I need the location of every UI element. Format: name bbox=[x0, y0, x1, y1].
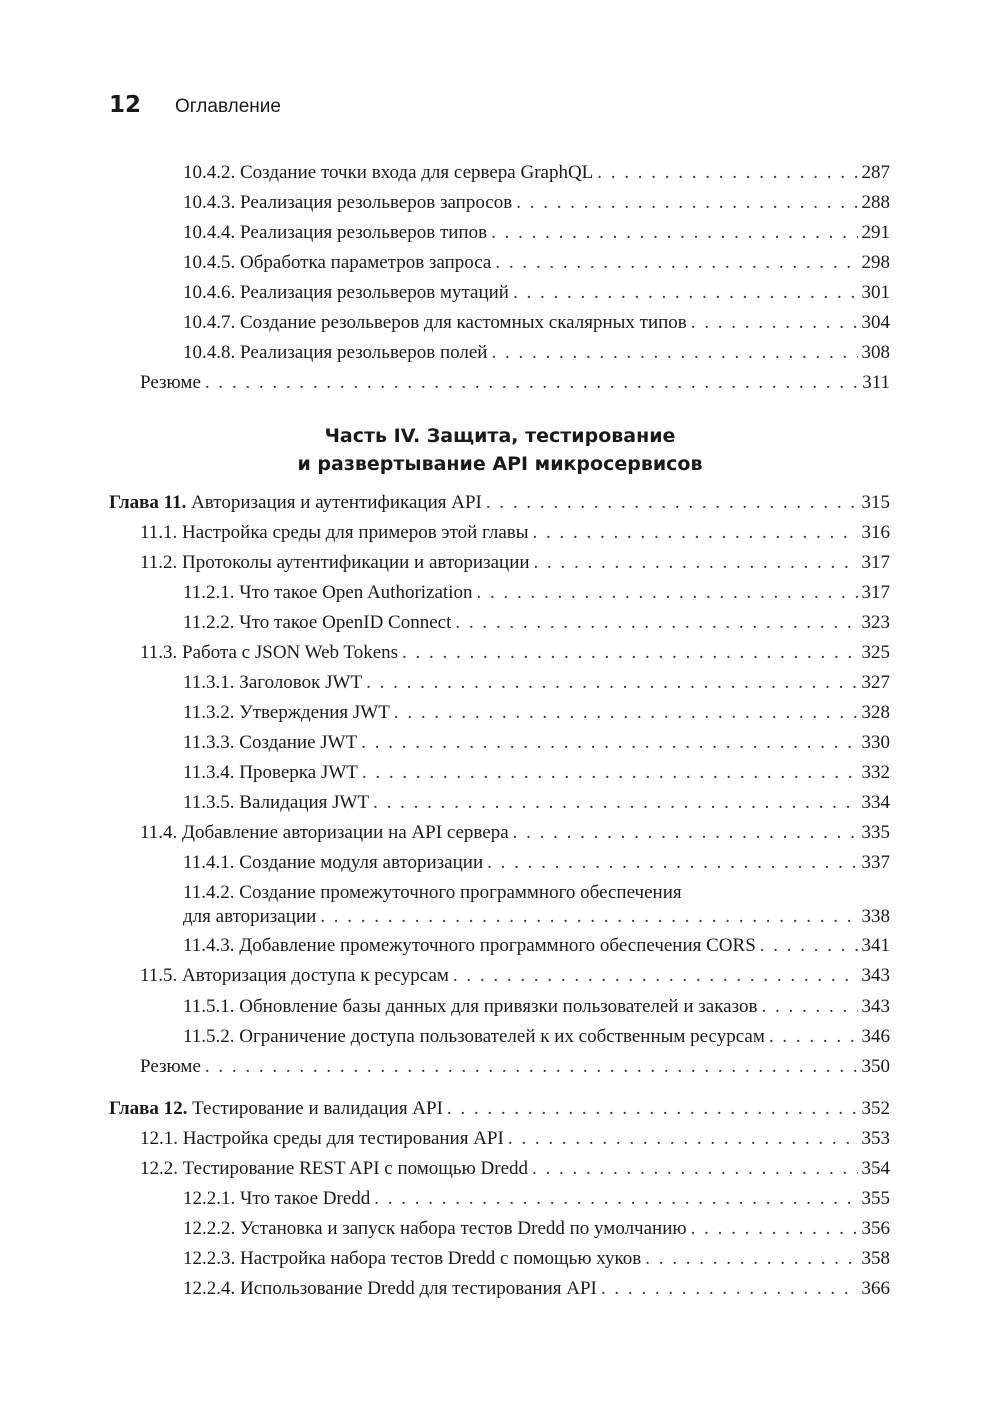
leader-dots bbox=[320, 905, 857, 929]
toc-page: 327 bbox=[861, 672, 890, 693]
toc-page: 352 bbox=[861, 1098, 890, 1119]
toc-page: 358 bbox=[861, 1248, 890, 1269]
toc-page: 335 bbox=[861, 822, 890, 843]
toc-entry: 10.4.5. Обработка параметров запроса . . . 298 bbox=[183, 251, 890, 275]
toc-page: 354 bbox=[861, 1158, 890, 1179]
toc-entry: Резюме . . . 311 bbox=[140, 371, 890, 395]
leader-dots bbox=[769, 1025, 858, 1049]
leader-dots bbox=[455, 611, 857, 635]
page-header bbox=[109, 92, 281, 124]
leader-dots bbox=[453, 964, 858, 988]
toc-entry: 11.1. Настройка среды для примеров этой главы . . . 316 bbox=[140, 521, 890, 545]
toc-entry: 11.5. Авторизация доступа к ресурсам . . . 343 bbox=[140, 964, 890, 988]
leader-dots bbox=[373, 791, 857, 815]
leader-dots bbox=[508, 1127, 858, 1151]
toc-page: 350 bbox=[861, 1056, 890, 1077]
toc-entry: 12.2.4. Использование Dredd для тестирования API . . . 366 bbox=[183, 1277, 890, 1301]
leader-dots bbox=[760, 934, 858, 958]
leader-dots bbox=[513, 821, 858, 845]
toc-entry: 10.4.4. Реализация резольверов типов . . . 291 bbox=[183, 221, 890, 245]
toc-page: 353 bbox=[861, 1128, 890, 1149]
toc-page: 366 bbox=[861, 1278, 890, 1299]
leader-dots bbox=[205, 1055, 858, 1079]
leader-dots bbox=[597, 161, 857, 185]
leader-dots bbox=[534, 551, 858, 575]
toc-page: 287 bbox=[861, 162, 890, 183]
toc-page: 337 bbox=[861, 852, 890, 873]
toc-entry: 11.4.3. Добавление промежуточного программного обеспечения CORS . . . 341 bbox=[183, 934, 890, 958]
leader-dots bbox=[533, 521, 858, 545]
toc-page: 311 bbox=[862, 372, 890, 393]
toc-entry: Резюме . . . 350 bbox=[140, 1055, 890, 1079]
leader-dots bbox=[495, 251, 857, 275]
toc-page: 317 bbox=[861, 582, 890, 603]
toc-page: 334 bbox=[861, 792, 890, 813]
chapter-label: Глава 12. bbox=[109, 1098, 188, 1119]
leader-dots bbox=[691, 1217, 858, 1241]
toc-entry: 12.1. Настройка среды для тестирования API . . . 353 bbox=[140, 1127, 890, 1151]
running-head: Оглавление bbox=[175, 96, 281, 117]
leader-dots bbox=[374, 1187, 857, 1211]
toc-page: 304 bbox=[861, 312, 890, 333]
leader-dots bbox=[645, 1247, 857, 1271]
toc-entry: 12.2.1. Что такое Dredd . . . 355 bbox=[183, 1187, 890, 1211]
toc-page: 323 bbox=[861, 612, 890, 633]
leader-dots bbox=[513, 281, 858, 305]
leader-dots bbox=[361, 731, 857, 755]
leader-dots bbox=[491, 221, 857, 245]
toc-entry: 10.4.8. Реализация резольверов полей . . . 308 bbox=[183, 341, 890, 365]
toc-page: 338 bbox=[861, 906, 890, 927]
leader-dots bbox=[761, 995, 857, 1019]
toc-entry: 10.4.7. Создание резольверов для кастомных скалярных типов . . . 304 bbox=[183, 311, 890, 335]
toc-page: 308 bbox=[861, 342, 890, 363]
part-heading-line-1: Часть IV. Защита, тестирование bbox=[324, 425, 676, 447]
toc-entry: 11.3.2. Утверждения JWT . . . 328 bbox=[183, 701, 890, 725]
toc-entry: 11.4. Добавление авторизации на API сервера . . . 335 bbox=[140, 821, 890, 845]
toc-page: 328 bbox=[861, 702, 890, 723]
toc-entry-multiline: 11.4.2. Создание промежуточного программного обеспечения для авторизации . . . 338 bbox=[183, 881, 890, 929]
chapter-entry: Глава 11. Авторизация и аутентификация API . . . 315 bbox=[109, 491, 890, 515]
toc-page: 288 bbox=[861, 192, 890, 213]
leader-dots bbox=[476, 581, 857, 605]
chapter-entry: Глава 12. Тестирование и валидация API . . . 352 bbox=[109, 1097, 890, 1121]
toc-page: 330 bbox=[861, 732, 890, 753]
leader-dots bbox=[516, 191, 857, 215]
toc-entry: 11.3. Работа с JSON Web Tokens . . . 325 bbox=[140, 641, 890, 665]
toc-page: 298 bbox=[861, 252, 890, 273]
toc-entry: 12.2. Тестирование REST API с помощью Dredd . . . 354 bbox=[140, 1157, 890, 1181]
leader-dots bbox=[447, 1097, 858, 1121]
leader-dots bbox=[486, 491, 858, 515]
toc-entry: 11.4.1. Создание модуля авторизации . . . 337 bbox=[183, 851, 890, 875]
leader-dots bbox=[394, 701, 858, 725]
toc-page: 343 bbox=[861, 996, 890, 1017]
toc-entry: 12.2.3. Настройка набора тестов Dredd с помощью хуков . . . 358 bbox=[183, 1247, 890, 1271]
toc-entry: 11.2. Протоколы аутентификации и авторизации . . . 317 bbox=[140, 551, 890, 575]
toc-page: 343 bbox=[861, 965, 890, 986]
toc-page: 291 bbox=[861, 222, 890, 243]
leader-dots bbox=[532, 1157, 857, 1181]
toc-page: 341 bbox=[861, 935, 890, 956]
toc-entry: 11.3.4. Проверка JWT . . . 332 bbox=[183, 761, 890, 785]
toc-page: 332 bbox=[861, 762, 890, 783]
toc-entry: 10.4.2. Создание точки входа для сервера GraphQL . . . 287 bbox=[183, 161, 890, 185]
leader-dots bbox=[491, 341, 857, 365]
leader-dots bbox=[402, 641, 857, 665]
page-number: 12 bbox=[109, 92, 142, 118]
leader-dots bbox=[487, 851, 857, 875]
toc-entry: 11.3.1. Заголовок JWT . . . 327 bbox=[183, 671, 890, 695]
toc-page: 356 bbox=[861, 1218, 890, 1239]
leader-dots bbox=[691, 311, 858, 335]
chapter-label: Глава 11. bbox=[109, 492, 187, 513]
leader-dots bbox=[366, 671, 857, 695]
leader-dots bbox=[205, 371, 858, 395]
toc-entry: 11.5.1. Обновление базы данных для привязки пользователей и заказов . . . 343 bbox=[183, 995, 890, 1019]
toc-page: 316 bbox=[861, 522, 890, 543]
toc-entry: 12.2.2. Установка и запуск набора тестов Dredd по умолчанию . . . 356 bbox=[183, 1217, 890, 1241]
toc-entry: 11.2.2. Что такое OpenID Connect . . . 323 bbox=[183, 611, 890, 635]
leader-dots bbox=[362, 761, 858, 785]
toc-entry: 11.2.1. Что такое Open Authorization . . . 317 bbox=[183, 581, 890, 605]
toc-page: 355 bbox=[861, 1188, 890, 1209]
leader-dots bbox=[601, 1277, 858, 1301]
toc-entry: 10.4.3. Реализация резольверов запросов . . . 288 bbox=[183, 191, 890, 215]
toc-page: 317 bbox=[861, 552, 890, 573]
toc-entry: 11.5.2. Ограничение доступа пользователей к их собственным ресурсам . . . 346 bbox=[183, 1025, 890, 1049]
toc-page: 315 bbox=[861, 492, 890, 513]
toc-entry: 10.4.6. Реализация резольверов мутаций . . . 301 bbox=[183, 281, 890, 305]
toc-entry: 11.3.5. Валидация JWT . . . 334 bbox=[183, 791, 890, 815]
part-heading-line-2: и развертывание API микросервисов bbox=[297, 453, 703, 475]
toc-page: 346 bbox=[861, 1026, 890, 1047]
toc-page: 301 bbox=[861, 282, 890, 303]
toc-entry: 11.3.3. Создание JWT . . . 330 bbox=[183, 731, 890, 755]
toc-page: 325 bbox=[861, 642, 890, 663]
